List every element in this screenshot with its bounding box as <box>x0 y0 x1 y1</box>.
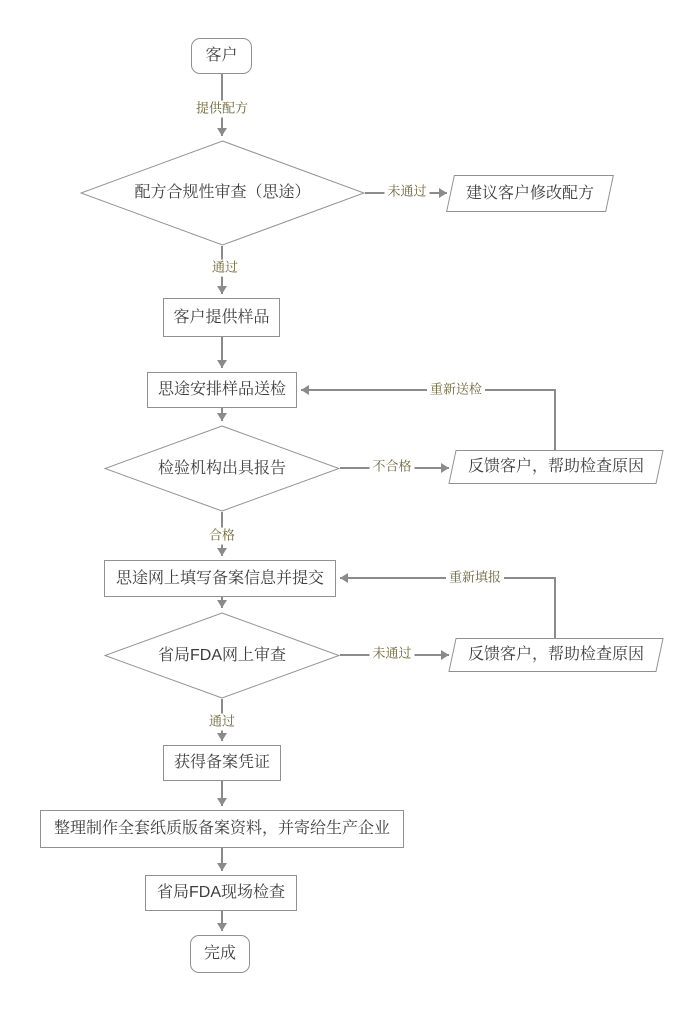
edge-label-resubmit-inspection: 重新送检 <box>427 382 485 399</box>
node-feedback-1-label: 反馈客户，帮助检查原因 <box>467 458 644 476</box>
node-suggest-modify <box>450 175 610 212</box>
node-onsite-inspection <box>145 875 297 911</box>
node-certificate-label: 获得备案凭证 <box>173 754 270 772</box>
node-fda-online-review-label: 省局FDA网上审查 <box>157 646 286 664</box>
node-done-label: 完成 <box>203 945 236 963</box>
node-certificate <box>163 745 281 781</box>
edge-label-unqualified: 不合格 <box>369 459 414 476</box>
node-report-decision <box>104 425 340 512</box>
node-onsite-inspection-label: 省局FDA现场检查 <box>156 884 285 902</box>
node-customer <box>191 38 252 74</box>
node-paper-materials <box>40 810 404 848</box>
edge-label-not-passed-2: 未通过 <box>369 646 414 663</box>
node-formula-review-label: 配方合规性审查（思途） <box>134 184 311 202</box>
node-fill-online-label: 思途网上填写备案信息并提交 <box>115 569 324 587</box>
edge-label-passed-1: 通过 <box>209 260 241 277</box>
node-provide-sample <box>163 298 280 337</box>
edge-label-refill: 重新填报 <box>446 570 504 587</box>
node-fill-online <box>104 560 336 597</box>
node-formula-review-decision <box>80 140 365 246</box>
node-paper-materials-label: 整理制作全套纸质版备案资料，并寄给生产企业 <box>53 820 390 838</box>
edge-label-provide-formula: 提供配方 <box>193 101 251 118</box>
node-report-label: 检验机构出具报告 <box>157 459 286 477</box>
node-customer-label: 客户 <box>205 47 238 65</box>
node-feedback-1 <box>452 450 660 484</box>
edge-label-not-passed-1: 未通过 <box>384 184 429 201</box>
node-feedback-2-label: 反馈客户，帮助检查原因 <box>467 646 644 664</box>
node-arrange-inspection-label: 思途安排样品送检 <box>157 381 286 399</box>
node-feedback-2 <box>452 638 660 672</box>
node-done <box>190 935 250 973</box>
edge-label-passed-2: 通过 <box>206 714 238 731</box>
node-provide-sample-label: 客户提供样品 <box>173 308 270 326</box>
edge-feedback-2-to-fill-online <box>340 578 555 638</box>
edge-label-qualified: 合格 <box>206 528 238 545</box>
node-suggest-modify-label: 建议客户修改配方 <box>465 184 594 202</box>
node-arrange-inspection <box>147 372 297 408</box>
node-fda-online-review-decision <box>104 612 340 699</box>
